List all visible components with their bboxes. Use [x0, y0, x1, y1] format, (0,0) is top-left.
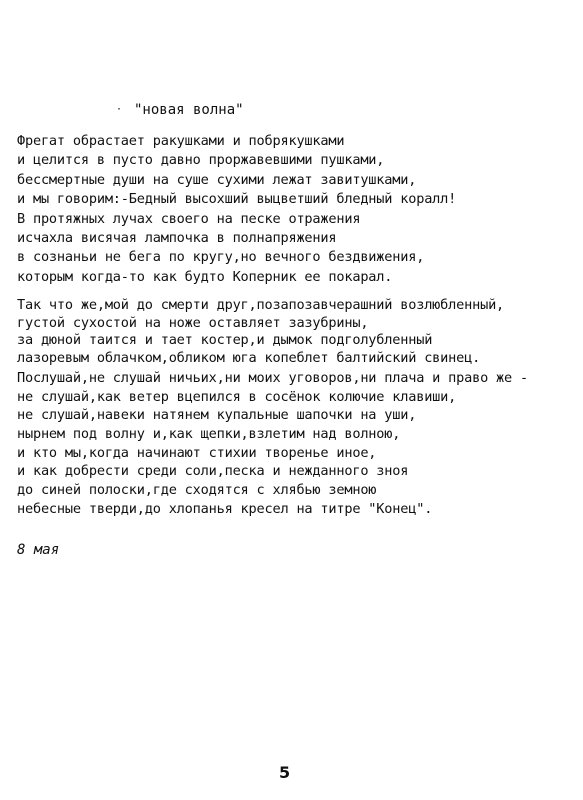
poem-line: В протяжных лучах своего на песке отражения — [17, 210, 361, 227]
poem-line: которым когда-то как будто Коперник ее покарал. — [17, 268, 393, 285]
poem-line: нырнем под волну и,как щепки,взлетим над волною, — [17, 426, 401, 443]
poem-line: не слушай,как ветер вцепился в сосёнок колючие клавиши, — [17, 388, 457, 405]
poem-line: и мы говорим:-Бедный высохший выцветший бледный коралл! — [17, 191, 457, 208]
poem-line: бессмертные души на суше сухими лежат завитушками, — [17, 171, 417, 188]
poem-line: исчахла висячая лампочка в полнапряжения — [17, 229, 337, 246]
stanza-1 — [17, 132, 456, 287]
page-number: 5 — [279, 763, 291, 782]
poem-line: небесные тверди,до хлопанья кресел на титре "Конец". — [17, 500, 433, 517]
poem-line: не слушай,навеки натянем купальные шапочки на уши, — [17, 407, 417, 424]
poem-line: Послушай,не слушай ничьих,ни моих уговоров,ни плача и право же - — [17, 370, 528, 386]
poem-line: до синей полоски,где сходятся с хлябью земною — [17, 482, 377, 499]
poem-title-row — [116, 101, 244, 119]
stanza-3 — [17, 369, 528, 519]
poem-line: лазоревым облачком,обликом юга копеблет балтийский свинец. — [17, 349, 481, 366]
poem-line: Так что же,мой до смерти друг,позапозавчерашний возлюбленный, — [17, 297, 505, 313]
poem-line: в сознаньи не бега по кругу,но вечного бездвижения, — [17, 249, 425, 266]
poem-line: и кто мы,когда начинают стихии творенье иное, — [17, 444, 377, 461]
poem-line: и как добрести среди соли,песка и нежданного зноя — [17, 463, 409, 480]
poem-line: Фрегат обрастает ракушками и побрякушками — [17, 133, 345, 149]
poem-line: за дюной таится и тает костер,и дымок подголубленный — [17, 332, 433, 348]
bullet-mark: · — [116, 104, 123, 115]
poem-line: густой сухостой на ноже оставляет зазубрины, — [17, 314, 369, 331]
stanza-2 — [17, 297, 504, 367]
poem-line: и целится в пусто давно проржавевшими пушками, — [17, 152, 385, 169]
poem-date: 8 мая — [17, 542, 60, 558]
poem-title: "новая волна" — [134, 102, 244, 118]
